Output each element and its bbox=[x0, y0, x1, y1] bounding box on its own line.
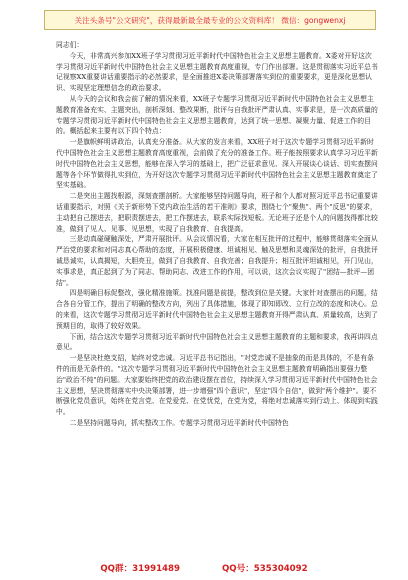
doc-paragraph: 一是旗帜鲜明讲政治，认真充分准备。从大家的发言来看，XX班子对于这次专题学习贯彻习近平新时代中国特色社会主义思想主题教育高度重视，会前做了充分的准备工作。班子能按照要求认真学习习近平新时代中国特色社会主义思想，能够在深入学习的基础上，把广泛征求意见、深入开展谈心谈话、切实查摆问题等各个环节做得扎实到位，为开好这次专题学习贯彻习近平新时代中国特色社会主义思想主题教育奠定了坚实基础。 bbox=[56, 138, 378, 190]
doc-paragraph: 从今天的会议和我会前了解的情况来看，XX班子专题学习贯彻习近平新时代中国特色社会主义思想主题教育准备充实、主题突出，剖析深刻、整改果断，批评与自我批评严肃认真、实事求是，是一次高质量的专题学习贯彻习近平新时代中国特色社会主义思想主题教育，达到了统一思想、凝聚力量、促进工作的目的。概括起来主要有以下四个特点： bbox=[56, 94, 378, 136]
promo-banner bbox=[44, 10, 376, 30]
doc-paragraph: 二是坚持问题导向，抓实整改工作。专题学习贯彻习近平新时代中国特色 bbox=[69, 418, 289, 427]
qq-group-text: QQ群：31991489 bbox=[100, 564, 180, 574]
qq-number-text: QQ号：535304092 bbox=[222, 564, 308, 574]
doc-paragraph: 二是突出主题找根源，深刻查摆剖析。大家能够坚持问题导向，班子和个人都对照习近平总书记重要讲话重要指示，对照《关于新形势下党内政治生活的若干准则》要求，围绕七个"聚焦"、两个"反思"的要求，主动把自己摆进去，把职责摆进去，把工作摆进去，联系实际找短板。无论班子还是个人的问题找得都比较准，做到了见人、见事、见思想，实现了自我教育、自我提高。 bbox=[56, 192, 378, 233]
doc-paragraph: 同志们： bbox=[56, 41, 84, 49]
contact-footer bbox=[0, 562, 408, 574]
doc-paragraph: 四是明确目标促整改，强化精准施策。找准问题是前提，整改到位是关键。大家针对查摆出的问题，结合各自分管工作，提出了明确的整改方向，列出了具体措施，体现了即知即改、立行立改的态度和决心。总的来看，这次专题学习贯彻习近平新时代中国特色社会主义思想主题教育开得严肃认真、质量较高，达到了预期目的，取得了较好效果。 bbox=[56, 289, 378, 330]
doc-paragraph: 下面，结合这次专题学习贯彻习近平新时代中国特色社会主义思想主题教育的主题和要求，我再讲四点意见。 bbox=[56, 332, 378, 352]
doc-paragraph: 一是坚决杜绝支招，始终对党忠诚。习近平总书记指出，"对党忠诚不是抽象的而是具体的，不是有条件的而是无条件的。"这次专题学习贯彻习近平新时代中国特色社会主义思想主题教育明确指出要强力整治"政治不纯"的问题。大家要始终把党的政治建设摆在首位，持续深入学习贯彻习近平新时代中国特色社会主义思想，坚决贯彻落实中央决策部署，进一步增强"四个意识"，坚定"四个自信"，做到"两个维护"。要不断强化党员意识，始终在党言党、在党爱党、在党忧党，在党为党，将绝对忠诚落实到行动上、体现到实践中。 bbox=[56, 354, 378, 417]
doc-paragraph: 今天，非常高兴参加XX班子学习贯彻习近平新时代中国特色社会主义思想主题教育。X委对开好这次学习贯彻习近平新时代中国特色社会主义思想主题教育高度重视，专门作出部署。这是贯彻落实习近平总书记视察XX重要讲话重要指示的必然要求，是全面推进X委决策部署落实到位的重要要求，更是深化思想认识、实现坚定理想信念的政治要求。 bbox=[56, 51, 378, 93]
promo-banner-text: 关注头条号"公文研究"，获得最新最全最专业的公文资料库！ 微信：gongwenxj bbox=[74, 15, 346, 25]
document-body bbox=[56, 40, 378, 429]
doc-paragraph: 三是动真碰硬触深处，严肃开展批评。从会议情况看，大家在相互批评的过程中，能够贯彻落实全面从严治党的要求和对同志真心帮助的态度，开展积极健康、坦诚相见、触及思想和灵魂深处的批评，自我批评诚恳诚实，认真揭短，大胆亮丑，做到了自我教育、自我完善；自我提升；相互批评坦诚相见，开门见山，实事求是，真正起到了为了同志、帮助同志、改进工作的作用，可以说，这次会议实现了"团结—批评—团结"。 bbox=[56, 235, 378, 287]
